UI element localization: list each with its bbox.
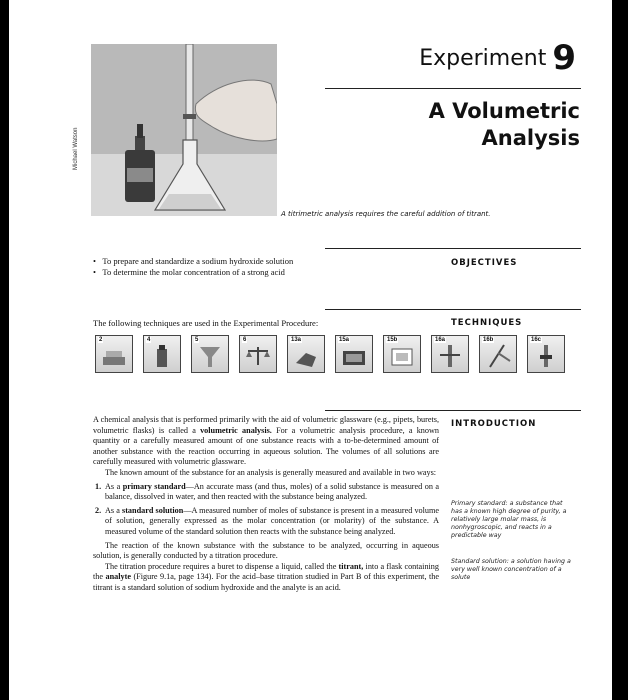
intro-paragraph-3: The reaction of the known substance with the substance to be analyzed, occurring in aqueous solution, is generally conducted by a titration procedure. [93, 540, 439, 561]
technique-icon-16a: 16a [431, 335, 469, 373]
technique-icon-6: 6 [239, 335, 277, 373]
margin-note-primary-standard: Primary standard: a substance that has a known high degree of purity, a relatively large molar mass, is nonhygroscopic, and reacts in a predictable way [451, 500, 567, 539]
buret-stand-icon [484, 343, 512, 369]
technique-icon-16c: 16c [527, 335, 565, 373]
introduction-rule [325, 410, 581, 411]
objectives-rule [325, 248, 581, 249]
title-rule [325, 88, 581, 89]
intro-list-item-2: 2. As a standard solution—A measured number of moles of substance is present in a measured volume of solution, generally expressed as the molar concentration (or molarity) of the substance. A measured volume of the standard solution then reacts with the substance being analyzed. [95, 505, 440, 536]
hot-plate-icon [340, 343, 368, 369]
funnel-icon [196, 343, 224, 369]
experiment-heading [419, 38, 576, 78]
objectives-list [93, 256, 293, 278]
list-item: • To prepare and standardize a sodium hydroxide solution [93, 256, 294, 266]
hand-pour-icon [292, 343, 320, 369]
technique-icon-5: 5 [191, 335, 229, 373]
balance-icon [100, 343, 128, 369]
list-item: • To determine the molar concentration of a strong acid [93, 267, 285, 277]
photo-caption: A titrimetric analysis requires the careful addition of titrant. [281, 210, 491, 218]
scale-icon [244, 343, 272, 369]
introduction-heading: INTRODUCTION [451, 419, 537, 429]
experiment-number: 9 [552, 38, 576, 78]
stopcock-icon [532, 343, 560, 369]
intro-paragraph-2: The known amount of the substance for an analysis is generally measured and available in two ways: [105, 467, 437, 477]
titration-photo [91, 44, 277, 216]
margin-note-standard-solution: Standard solution: a solution having a very well known concentration of a solute [451, 558, 571, 581]
introduction-body [93, 415, 439, 594]
objectives-heading: OBJECTIVES [451, 258, 518, 268]
technique-icon-2: 2 [95, 335, 133, 373]
intro-list-item-1: 1. As a primary standard—An accurate mass (and thus, moles) of a solid substance is measured on a balance, dissolved in water, and then reacted with the substance being analyzed. [95, 481, 440, 502]
technique-icon-15b: 15b [383, 335, 421, 373]
technique-icon-13a: 13a [287, 335, 325, 373]
title-line-2: Analysis [481, 126, 580, 150]
techniques-heading: TECHNIQUES [451, 318, 523, 328]
experiment-label: Experiment [419, 46, 547, 71]
intro-paragraph-4: The titration procedure requires a buret to dispense a liquid, called the titrant, into a flask containing the analyte (Figure 9.1a, page 134). For the acid–base titration studied in Part B of this experiment, the titrant is a standard solution of sodium hydroxide and the analyte is an acid. [93, 561, 439, 592]
bottle-icon [148, 343, 176, 369]
title-line-1: A Volumetric [428, 99, 580, 123]
photo-credit: Michael Watson [73, 127, 79, 170]
titration-illustration [91, 44, 277, 216]
page-title [429, 98, 580, 152]
burner-icon [388, 343, 416, 369]
textbook-page [9, 0, 612, 700]
technique-icon-16b: 16b [479, 335, 517, 373]
techniques-rule [325, 309, 581, 310]
techniques-intro: The following techniques are used in the Experimental Procedure: [93, 318, 319, 328]
technique-icon-15a: 15a [335, 335, 373, 373]
buret-icon [436, 343, 464, 369]
intro-paragraph-1: A chemical analysis that is performed primarily with the aid of volumetric glassware (e.g., pipets, burets, volumetric flasks) is called a volumetric analysis. For a volumetric analysis procedure, a known quantity or a carefully measured amount of one substance reacts with a to-be-determined amount of another substance with the reaction occurring in aqueous solution. The volumes of all solutions are carefully measured with volumetric glassware. [93, 415, 440, 467]
technique-icon-4: 4 [143, 335, 181, 373]
